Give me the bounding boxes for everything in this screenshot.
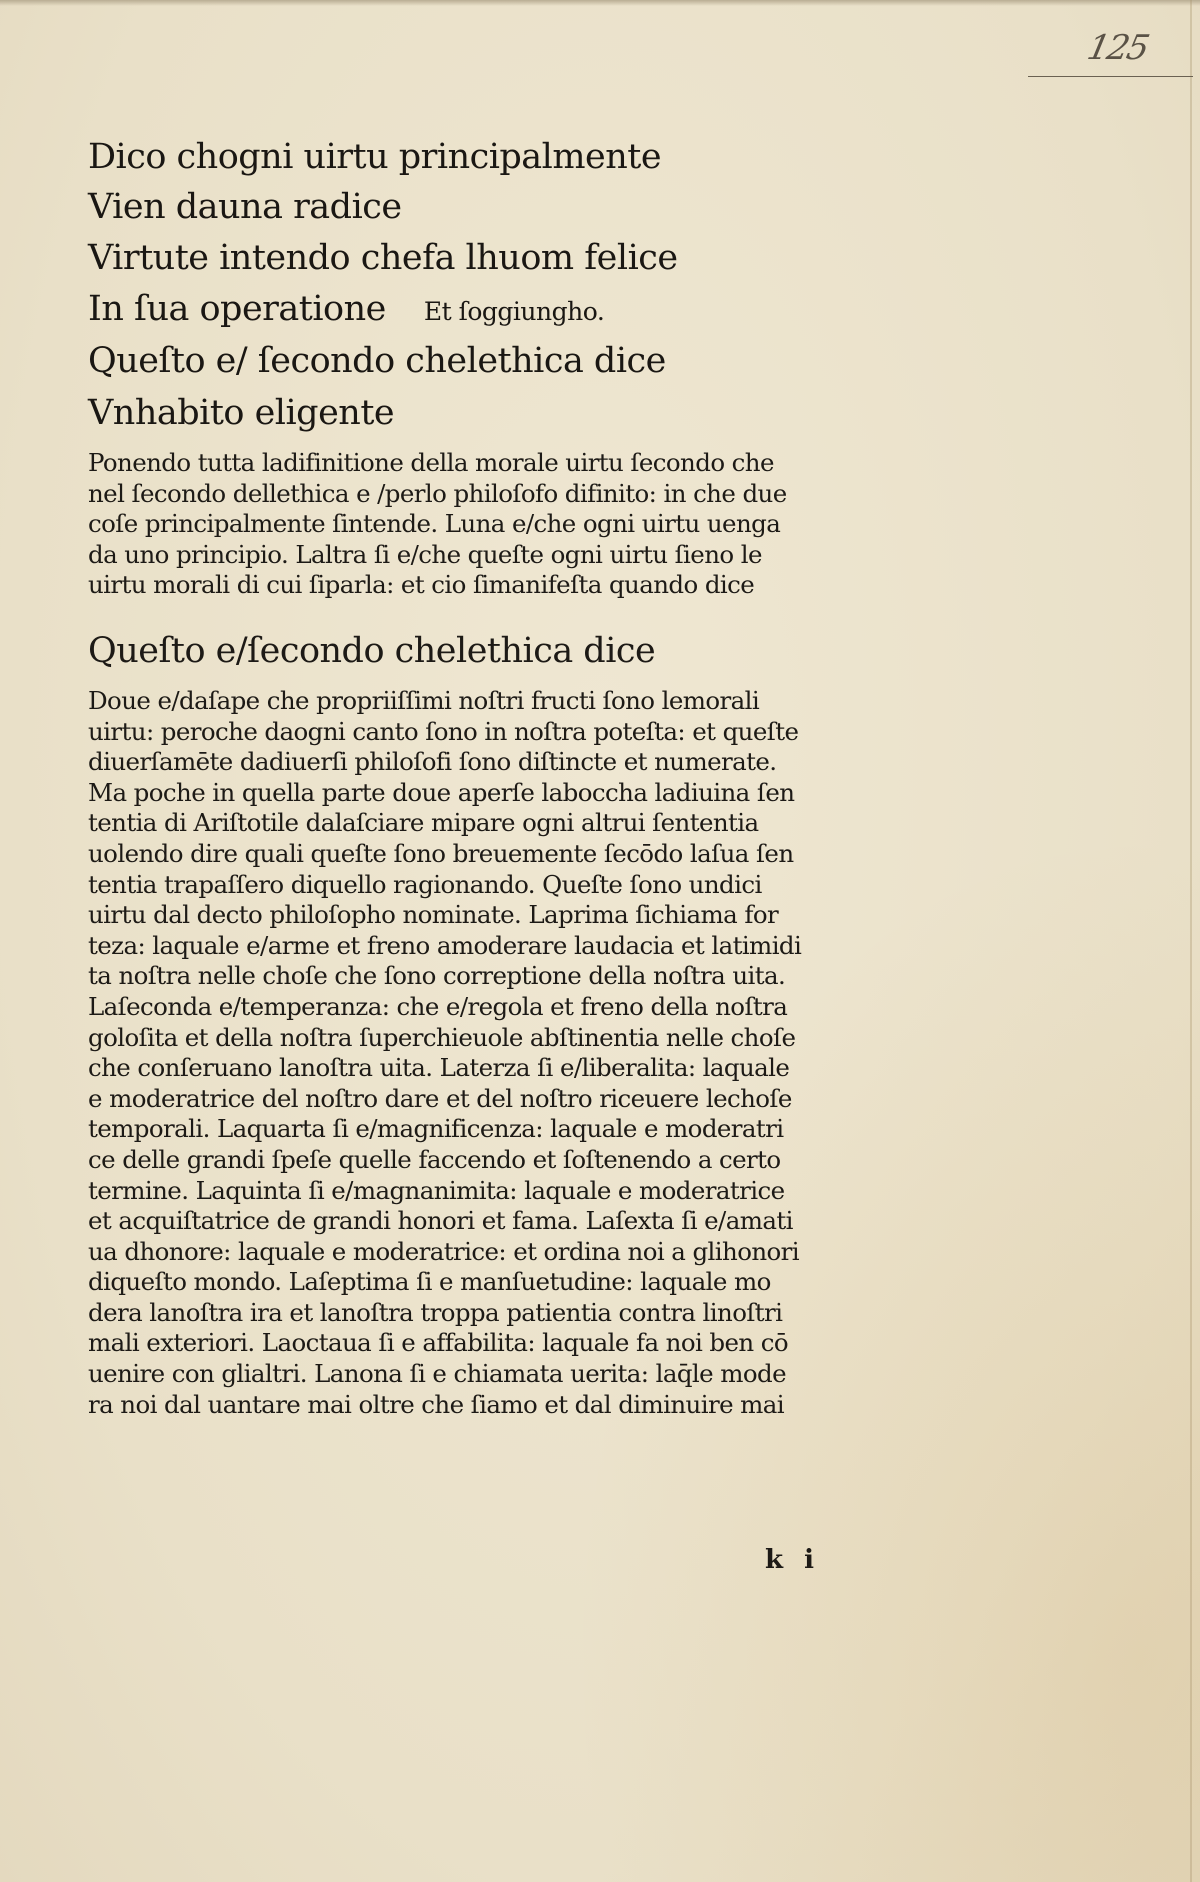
text-line: nel ſecondo dellethica e /perlo philoſofo difinito: in che due: [88, 478, 787, 508]
text-line: diuerſamēte dadiuerſi philoſofi ſono diſtincte et numerate.: [88, 747, 777, 777]
verse-line: In ſua operatione: [88, 289, 386, 329]
verse-line: Vien dauna radice: [88, 187, 402, 227]
text-line: ra noi dal uantare mai oltre che ſiamo et dal diminuire mai: [88, 1389, 785, 1419]
text-line: che conſeruano lanoſtra uita. Laterza ſi e/liberalita: laquale: [88, 1053, 790, 1083]
folio-number: 125: [1083, 28, 1152, 68]
text-line: Laſeconda e/temperanza: che e/regola et freno della noſtra: [88, 991, 788, 1021]
text-line: Doue e/daſape che propriiſſimi noſtri fructi ſono lemorali: [88, 686, 760, 715]
text-line: diqueſto mondo. Laſeptima ſi e manſuetudine: laquale mo: [88, 1267, 771, 1297]
text-line: uirtu morali di cui ſiparla: et cio ſimanifeſta quando dice: [88, 570, 755, 600]
text-line: coſe principalmente ſintende. Luna e/che ogni uirtu uenga: [88, 509, 781, 539]
text-line: temporali. Laquarta ſi e/magnificenza: laquale e moderatri: [88, 1114, 784, 1144]
verse-line: Dico chogni uirtu principalmente: [88, 137, 662, 177]
text-line: uenire con glialtri. Lanona ſi e chiamata uerita: laq̄le mode: [88, 1359, 787, 1389]
text-line: tentia di Ariſtotile dalaſciare mipare ogni altrui ſententia: [88, 808, 759, 838]
text-line: Ponendo tutta ladifinitione della morale uirtu ſecondo che: [88, 448, 774, 477]
text-line: uirtu dal decto philoſopho nominate. Laprima ſichiama for: [88, 900, 779, 930]
text-line: goloſita et della noſtra ſuperchieuole abſtinentia nelle choſe: [88, 1022, 796, 1052]
text-line: et acquiſtatrice de grandi honori et fama. Laſexta ſi e/amati: [88, 1206, 793, 1236]
signature-mark: k i: [765, 1545, 820, 1575]
text-line: uolendo dire quali queſte ſono breuemente ſecōdo laſua ſen: [88, 838, 794, 868]
page-top-edge: [0, 0, 1200, 6]
text-line: dera lanoſtra ira et lanoſtra troppa patientia contra linoſtri: [88, 1297, 783, 1327]
text-line: uirtu: peroche daogni canto ſono in noſtra poteſta: et queſte: [88, 716, 799, 746]
text-line: tentia trapaſſero diquello ragionando. Queſte ſono undici: [88, 869, 762, 899]
verse-line: Vnhabito eligente: [88, 393, 395, 433]
commentary-block-2: [88, 686, 801, 1420]
folio-underline: [1028, 76, 1193, 77]
text-line: ua dhonore: laquale e moderatrice: et ordina noi a glihonori: [88, 1236, 800, 1266]
text-line: Ma poche in quella parte doue aperſe laboccha ladiuina ſen: [88, 777, 795, 807]
text-line: ta noſtra nelle choſe che ſono correptione della noſtra uita.: [88, 961, 786, 991]
text-line: teza: laquale e/arme et freno amoderare laudacia et latimidi: [88, 930, 802, 960]
text-line: ce delle grandi ſpeſe quelle faccendo et ſoſtenendo a certo: [88, 1144, 781, 1174]
verse-line: Virtute intendo chefa lhuom felice: [88, 238, 678, 278]
section-heading: Queſto e/ſecondo chelethica dice: [88, 631, 656, 671]
page-right-edge: [1190, 0, 1192, 1882]
text-line: mali exteriori. Laoctaua ſi e affabilita: laquale fa noi ben cō: [88, 1328, 789, 1358]
text-line: termine. Laquinta ſi e/magnanimita: laquale e moderatrice: [88, 1175, 785, 1205]
commentary-block-1: [88, 448, 787, 601]
verse-line: Queſto e/ ſecondo chelethica dice: [88, 341, 666, 381]
text-line: e moderatrice del noſtro dare et del noſtro riceuere lechoſe: [88, 1083, 792, 1113]
text-line: da uno principio. Laltra ſi e/che queſte ogni uirtu ſieno le: [88, 539, 762, 569]
verse-line-with-aside: [88, 288, 604, 333]
verse-aside: Et ſoggiungho.: [423, 297, 605, 326]
